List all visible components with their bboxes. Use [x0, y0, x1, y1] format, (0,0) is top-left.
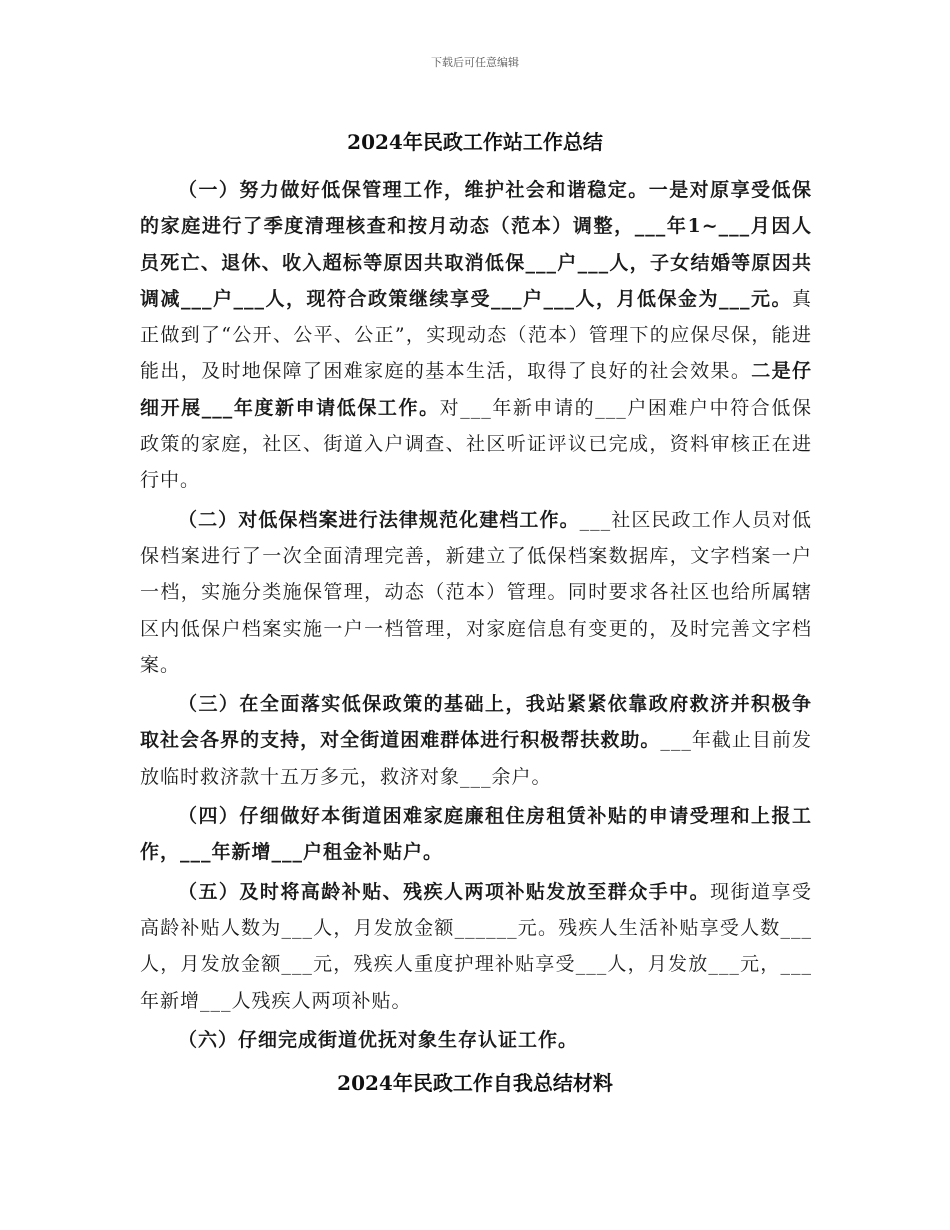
paragraph-5-lead: （五）及时将高龄补贴、残疾人两项补贴发放至群众手中。	[178, 880, 711, 903]
paragraph-1-lead: （一）努力做好低保管理工作，维护社会和谐稳定。一是对原享受低保的家庭进行了季度清理核查和按月动态（范本）调整，___年1~___月因人员死亡、退休、收入超标等原因共取消低保___户___人，子女结婚等原因共调减___户___人，现符合政策继续享受___户___人，月低保金为___元。	[140, 179, 812, 310]
paragraph-2	[140, 502, 812, 683]
paragraph-4	[140, 798, 812, 871]
paragraph-5	[140, 874, 812, 1019]
next-section-title: 2024年民政工作自我总结材料	[337, 1071, 613, 1095]
paragraph-3-text: ___年截止目前发放临时救济款十五万多元，救济对象___余户。	[140, 729, 812, 788]
paragraph-1	[140, 172, 812, 499]
paragraph-5-text: 现街道享受高龄补贴人数为___人，月发放金额______元。残疾人生活补贴享受人数___人，月发放金额___元，残疾人重度护理补贴享受___人，月发放___元，___年新增___人残疾人两项补贴。	[140, 880, 812, 1012]
paragraph-3-lead: （三）在全面落实低保政策的基础上，我站紧紧依靠政府救济并积极争取社会各界的支持，对全街道困难群体进行积极帮扶救助。	[140, 693, 812, 752]
paragraph-1-lead-2: 二是仔细开展___年度新申请低保工作。	[140, 360, 812, 419]
paragraph-2-lead: （二）对低保档案进行法律规范化建档工作。	[178, 508, 580, 531]
document-body	[140, 172, 812, 1061]
paragraph-6	[140, 1022, 812, 1058]
paragraph-3	[140, 686, 812, 795]
paragraph-2-text: ___社区民政工作人员对低保档案进行了一次全面清理完善，新建立了低保档案数据库，文字档案一户一档，实施分类施保管理，动态（范本）管理。同时要求各社区也给所属辖区内低保户档案实施一户一档管理，对家庭信息有变更的，及时完善文字档案。	[140, 508, 812, 676]
document-title: 2024年民政工作站工作总结	[347, 130, 603, 154]
paragraph-1-text-2: 对___年新申请的___户困难户中符合低保政策的家庭，社区、街道入户调查、社区听证评议已完成，资料审核正在进行中。	[140, 396, 812, 492]
page-header-note: 下载后可任意编辑	[431, 56, 519, 69]
paragraph-4-lead: （四）仔细做好本街道困难家庭廉租住房租赁补贴的申请受理和上报工作，___年新增___户租金补贴户。	[140, 805, 812, 864]
paragraph-6-lead: （六）仔细完成街道优抚对象生存认证工作。	[178, 1028, 579, 1051]
paragraph-1-text: 真正做到了“公开、公平、公正”，实现动态（范本）管理下的应保尽保，能进能出，及时地保障了困难家庭的基本生活，取得了良好的社会效果。	[140, 287, 812, 383]
